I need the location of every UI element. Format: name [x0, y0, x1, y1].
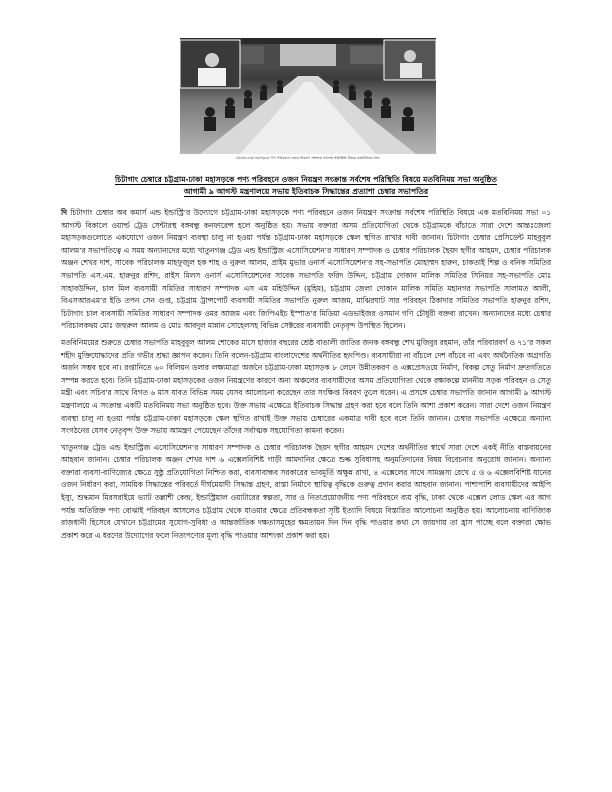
- paragraph-3: খাতুনগঞ্জ ট্রেড এন্ড ইন্ডাস্ট্রিজ এসোসিয়েশন’র সাধারণ সম্পাদক ও চেম্বার পরিচালক ছৈয়দ ছগীর আহমদ দেশের অর্থনীতির স্বার্থে সারা দেশে একই নীতি বাস্তবায়নের আহবান জানান। চেম্বার পরিচালক অঞ্জন শেখর দাশ ৬ এক্সেলবিশিষ্ট গাড়ী আমদানির ক্ষেত্রে শুল্ক সুবিধাসহ অনুমতিদানের বিষয় বিবেচনার অনুরোধ জানান। অন্যান্য বক্তারা ব্যবসা-বাণিজ্যের ক্ষেত্রে সুষ্ঠু প্রতিযোগিতা নিশ্চিত করা, ব্যবসাবান্ধব সরকারের ভাবমূর্তি অক্ষুন্ন রাখা, ৪ এক্সেলের সাথে সামঞ্জস্য রেখে ৫ ও ৬ এক্সেলবিশিষ্ট যানের ওজন নির্ধারণ করা, সাময়িক সিদ্ধান্তের পরিবর্তে দীর্ঘমেয়াদী সিদ্ধান্ত গ্রহণ, রাস্তা নির্মাণে স্থায়িত্ব বৃদ্ধিকে গুরুত্ব প্রদান করার আহবান জানান। পাশাপাশি ব্যবসায়ীদের আইপি ইস্যু, শুদ্ধমান মিরসরাইয়ে ভ্যাট তল্লাশী কেন্দ্র, ইন্ডাস্ট্রিয়াল ওয়াটারের স্বল্পতা, সার ও নিত্যপ্রয়োজনীয় পণ্য পরিবহনে ব্যয় বৃদ্ধি, ঢাকা থেকে এক্সেল লোড স্কেল এর আগ পর্যন্ত অতিরিক্ত পণ্য বোঝাই পরিবহন আসলেও চট্টগ্রাম থেকে যাওয়ার ক্ষেত্রে প্রতিবন্ধকতা সৃষ্টি ইত্যাদি বিষয়ে বিস্তারিত আলোচনা অনুষ্ঠিত হয়। আলোচনায় বাণিজ্যিক রাজধানী হিসেবে যেখানে চট্টগ্রামের সুযোগ-সুবিধা ও আন্তর্জাতিক দক্ষতাসমূহের ক্ষমতায়ন দিন দিন বৃদ্ধি পাওয়ার কথা সে জায়গায় তা হ্রাস পাচ্ছে বলে বক্তারা ক্ষোভ প্রকাশ করে এ ধরণের উদ্যোগের ফলে নিত্যপণ্যের মূল্য বৃদ্ধি পাওয়ার আশংকা প্রকাশ করা হয়।: [61, 442, 551, 540]
- article-body: [61, 207, 551, 546]
- photo-caption: চট্টগ্রাম-ঢাকা মহাসড়কে পণ্য পরিবহনে ওজন নিয়ন্ত্রণ সংক্রান্ত সর্বশেষ পরিস্থিতি বিষয়ে মতবিনিময় সভা: [236, 156, 380, 160]
- headline: [70, 174, 542, 197]
- headline-line-1: চিটাগাং চেম্বারে চট্টগ্রাম-ঢাকা মহাসড়কে পণ্য পরিবহনে ওজন নিয়ন্ত্রণ সংক্রান্ত সর্বশেষ পরিস্থিতি বিষয়ে মতবিনিময় সভা অনুষ্ঠিত: [115, 175, 497, 184]
- headline-line-2: আগামী ৯ আগস্ট মন্ত্রণালয়ে সভায় ইতিবাচক সিদ্ধান্তের প্রত্যাশা চেম্বার সভাপতির: [183, 186, 429, 196]
- conference-room-image: [180, 38, 436, 154]
- paragraph-1: দি চিটাগাং চেম্বার অব কমার্স এন্ড ইন্ডাস্ট্রি’র উদ্যোগে চট্টগ্রাম-ঢাকা মহাসড়কে পণ্য পরিবহনে ওজন নিয়ন্ত্রণ সংক্রান্ত সর্বশেষ পরিস্থিতি বিষয়ে এক মতবিনিময় সভা ০১ আগস্ট বিকালে ওয়ার্ল্ড ট্রেড সেন্টারস্থ বঙ্গবন্ধু কনফারেন্স হলে অনুষ্ঠিত হয়। সভায় বক্তারা অসম প্রতিযোগিতা থেকে চট্টগ্রামকে বাঁচাতে সারা দেশে আন্তঃজেলা মহাসড়কগুলোতে একযোগে ওজন নিয়ন্ত্রণ ব্যবস্থা চালু না হওয়া পর্যন্ত চট্টগ্রাম-ঢাকা মহাসড়কে স্কেল স্থগিত রাখার দাবী জানান। চিটাগাং চেম্বার প্রেসিডেন্ট মাহবুবুল আলম’র সভাপতিত্বে এ সময় অন্যান্যদের মধ্যে খাতুনগঞ্জ ট্রেড এন্ড ইন্ডাস্ট্রিজ এসোসিয়েশন’র সাধারণ সম্পাদক ও চেম্বার পরিচালক ছৈয়দ ছগীর আহমদ, চেম্বার পরিচালক অঞ্জন শেখর দাশ, সাবেক পরিচালক মাহফুজুল হক শাহ ও নুরুল আলম, প্রাইম মুভার ওনার্স এসোসিয়েশন’র সহ-সভাপতি মোহাম্মদ হারুন, চাকতাই শিল্প ও বনিক সমিতির সভাপতি এস.এম. হারুনুর রশিদ, রাইস মিলস ওনার্স এসোসিয়েশনের সাবেক সভাপতি ফরিদ উদ্দিন, চট্টগ্রাম দোকান মালিক সমিতির সিনিয়র সহ-সভাপতি মোঃ সাহাবউদ্দিন, চাল মিল ব্যবসায়ী সমিতির সাধারণ সম্পাদক এস এম মহিউদ্দিন (মুহিম), চট্টগ্রাম জেলা দোকান মালিক সমিতি মহানগর সভাপতি সালামত আলী, বিএসআরএম’র ইডি তপন সেন গুপ্ত, চট্টগ্রাম ট্রান্সপোর্ট ব্যবসায়ী সমিতির সভাপতি নুরুল আজম, মাঝিরঘাট সার পরিবহন ঠিকাদার সমিতির সভাপতি হারুনুর রশিদ, চিটাগাং চাল ব্যবসায়ী সমিতির সাধারণ সম্পাদক ওমর আজম এবং জিপিএইচ ইস্পাত’র মিডিয়া এডভাইজর ওসমান গণি চৌধুরী বক্তব্য রাখেন। অন্যান্যদের মধ্যে চেম্বার পরিচালকদ্বয় মোঃ জহুরুল আলম ও মোঃ আবদুল মান্নান সোহেলসহ বিভিন্ন সেক্টরের ব্যবসায়ী নেতৃবৃন্দ উপস্থিত ছিলেন।: [61, 208, 551, 331]
- meeting-photo: [180, 38, 436, 154]
- paragraph-2: মতবিনিময়ের শুরুতে চেম্বার সভাপতি মাহবুবুল আলম শোকের মাসে হাজার বছরের শ্রেষ্ঠ বাঙালী জাতির জনক বঙ্গবন্ধু শেখ মুজিবুর রহমান, তাঁর পরিবারবর্গ ও ৭১’র সকল শহীদ মুক্তিযোদ্ধাদের প্রতি গভীর শ্রদ্ধা জ্ঞাপন করেন। তিনি বলেন-চট্টগ্রাম বাংলাদেশের অর্থনীতির হৃদপিণ্ড। ব্যবসায়ীরা না বাঁচলে দেশ বাঁচবে না এবং অর্থনৈতিক অগ্রগতি অর্জন সম্ভব হবে না। রপ্তানিতে ৬০ বিলিয়ন ডলার লক্ষ্যমাত্রা অর্জনে চট্টগ্রাম-ঢাকা মহাসড়ক ৮ লেনে উন্নীতকরণ ও এক্সপ্রেসওয়ে নির্মাণ, বিকল্প সেতু নির্মাণ দ্রুতগতিতে সম্পন্ন করতে হবে। তিনি চট্টগ্রাম-ঢাকা মহাসড়কের ওজন নিয়ন্ত্রণের কারণে অন্য অঞ্চলের ব্যবসায়ীদের অসম প্রতিযোগিতা থেকে রক্ষাকল্পে মাননীয় সড়ক পরিবহন ও সেতু মন্ত্রী এবং সচিব’র সাথে বিগত ৬ মাস যাবত বিভিন্ন সময় যেসব আলোচনা করেছেন তার সংক্ষিপ্ত বিবরণ তুলে ধরেন। এ প্রসঙ্গে চেম্বার সভাপতি জানান আগামী ৯ আগস্ট মন্ত্রণালয়ে এ সংক্রান্ত একটি মতবিনিময় সভা অনুষ্ঠিত হবে। উক্ত সভায় এক্ষেত্রে ইতিবাচক সিদ্ধান্ত গ্রহণ করা হবে বলে তিনি আশা প্রকাশ করেন। সারা দেশে ওজন নিয়ন্ত্রণ ব্যবস্থা চালু না হওয়া পর্যন্ত চট্টগ্রাম-ঢাকা মহাসড়কে স্কেল স্থগিত রাখাই উক্ত সভায় চেম্বারের একমাত্র দাবী হবে বলে তিনি জানান। চেম্বার সভাপতি এক্ষেত্রে অন্যান্য সংগঠনের যেসব নেতৃবৃন্দ উক্ত সভায় আমন্ত্রণ পেয়েছেন তাঁদের সর্বাত্মক সহযোগিতা কামনা করেন।: [61, 337, 551, 436]
